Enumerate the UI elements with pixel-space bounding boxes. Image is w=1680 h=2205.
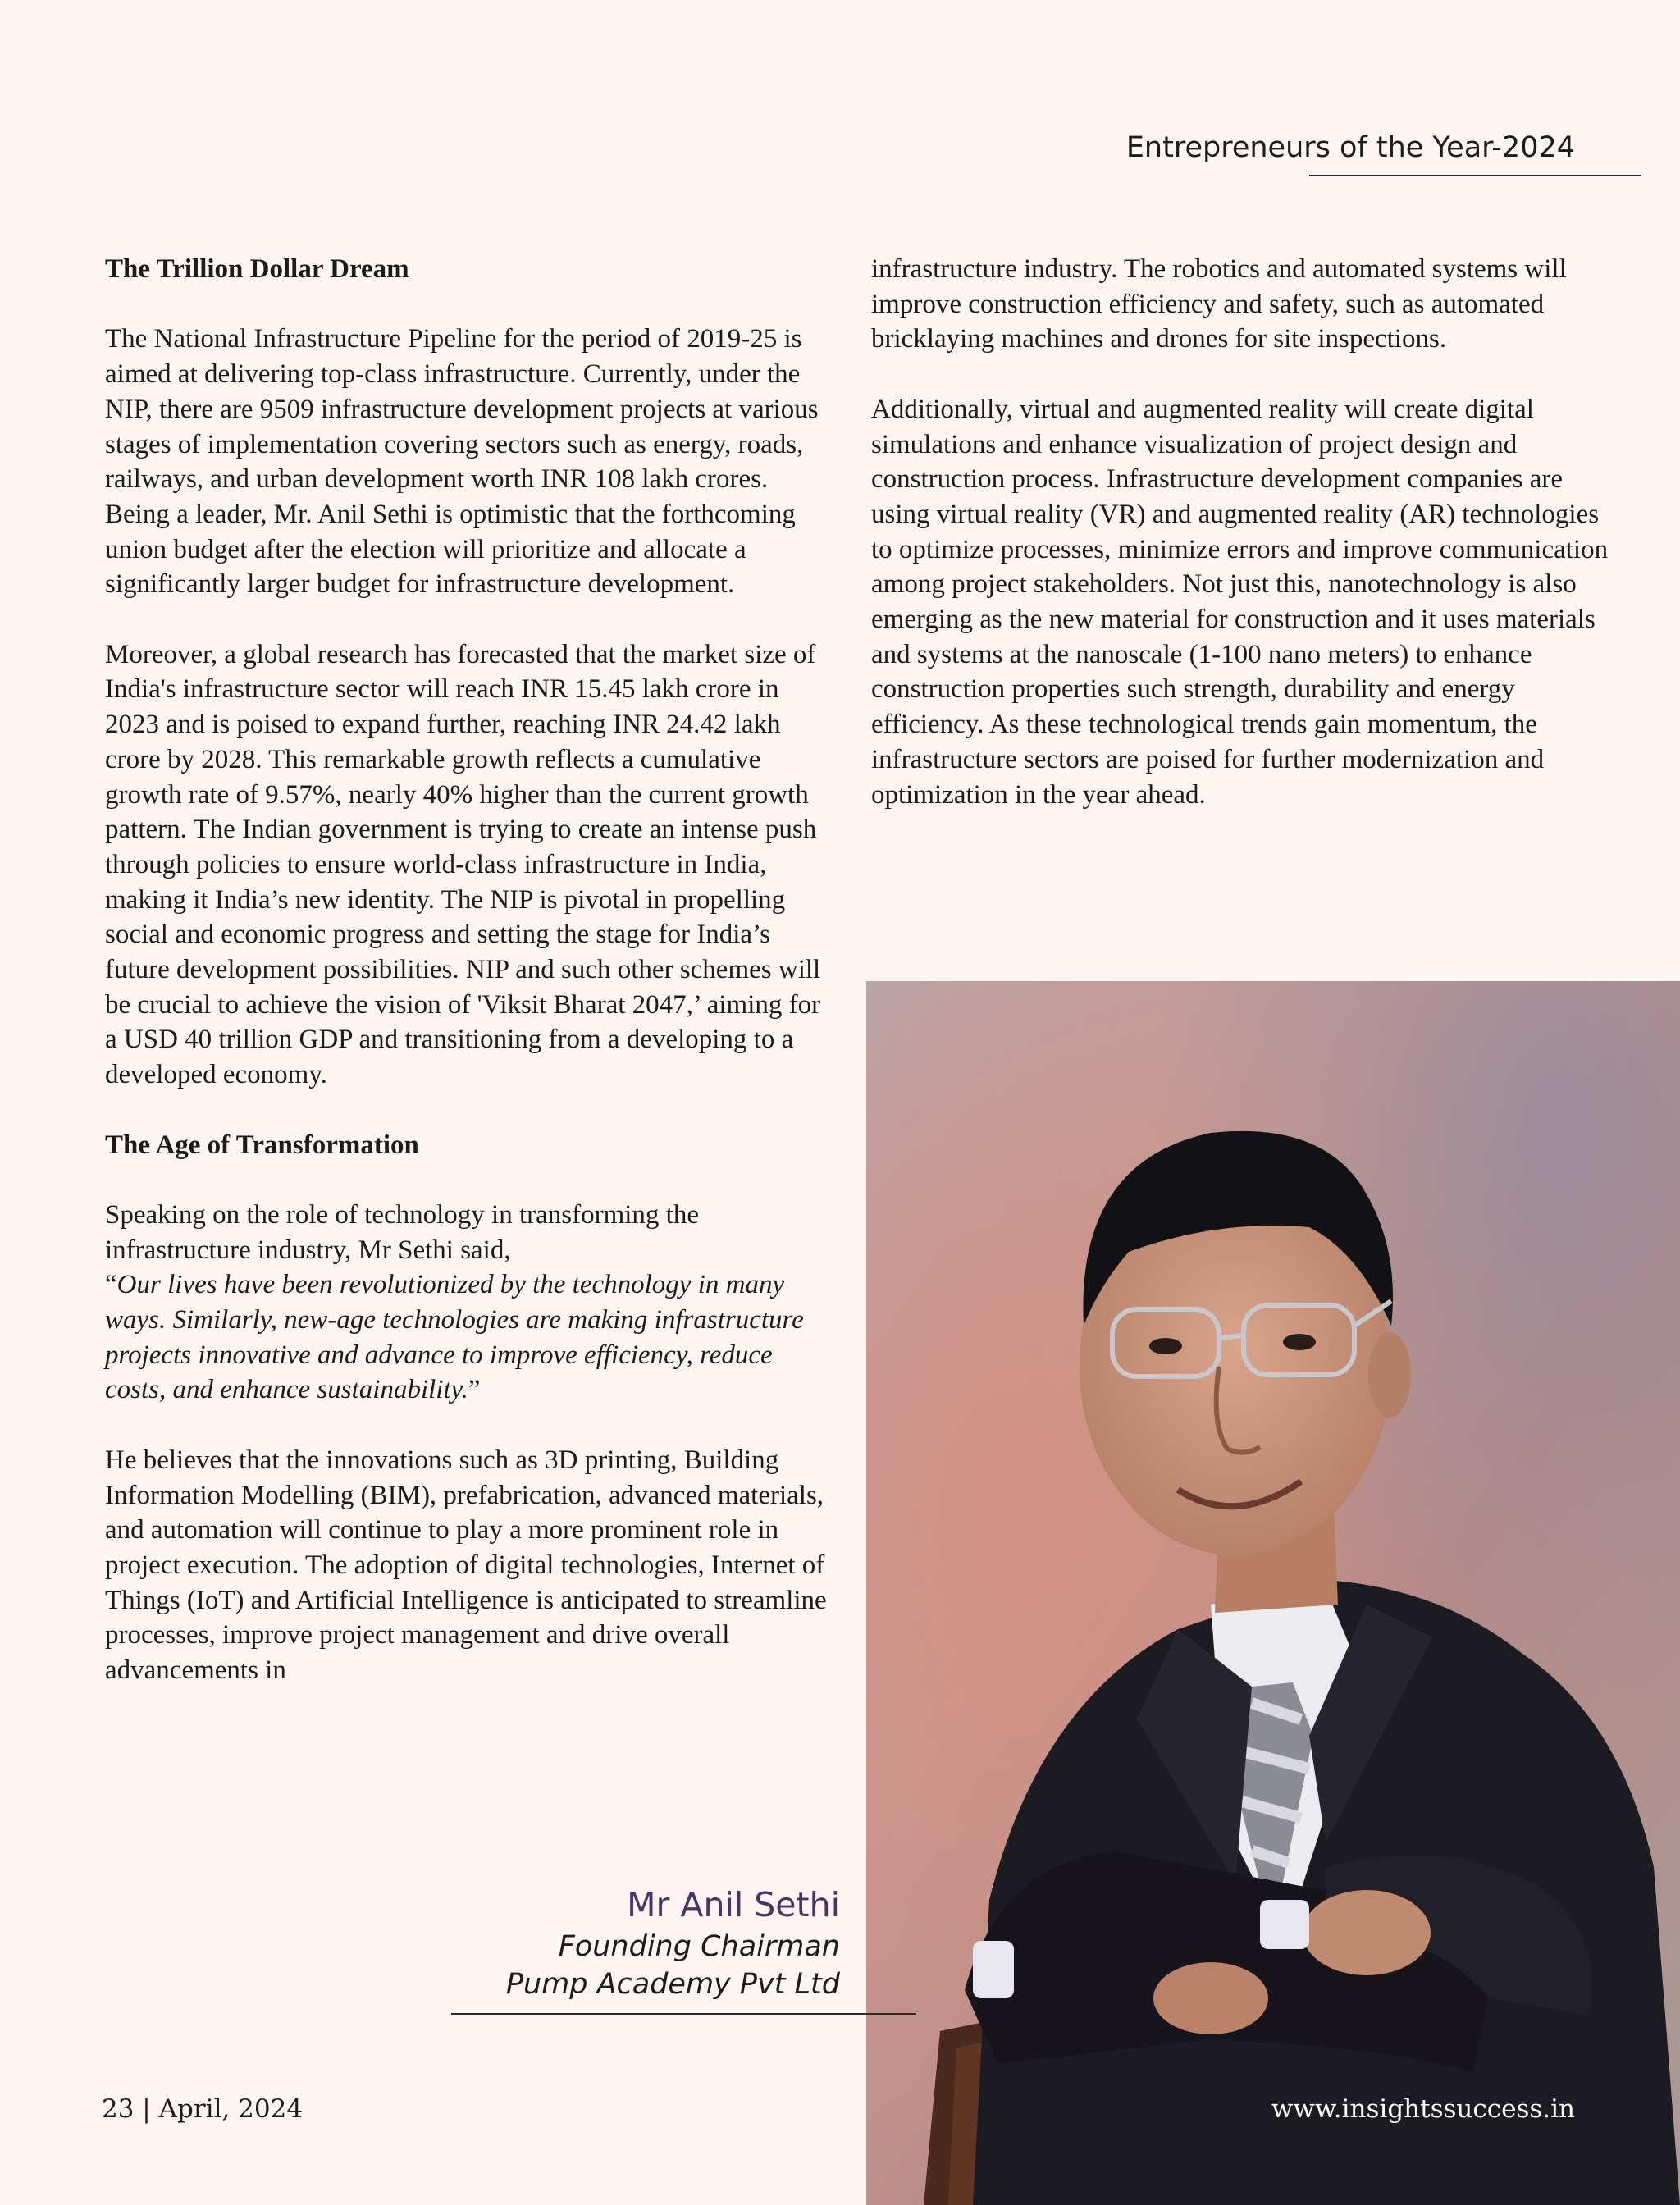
- paragraph-vr-ar: Additionally, virtual and augmented reality will create digital simulations and enhance visualization of project design and construction process. Infrastructure development companies are using virtual reality (VR) and augmented reality (AR) technologies to optimize processes, minimize errors and improve communication among project stakeholders. Not just this, nanotechnology is also emerging as the new material for construction and it uses materials and systems at the nanoscale (1-100 nano meters) to enhance construction properties such strength, durability and energy efficiency. As these technological trends gain momentum, the infrastructure sectors are poised for further modernization and optimization in the year ahead.: [871, 394, 1609, 810]
- paragraph-nip: The National Infrastructure Pipeline for the period of 2019-25 is aimed at delivering top-class infrastructure. Currently, under the NIP, there are 9509 infrastructure development projects at various stages of implementation covering sectors such as energy, roads, railways, and urban development worth INR 108 lakh crores. Being a leader, Mr. Anil Sethi is optimistic that the forthcoming union budget after the election will prioritize and allocate a significantly larger budget for infrastructure development.: [105, 324, 819, 600]
- quote-block: [105, 1267, 827, 1408]
- section-heading-trillion-dollar-dream: The Trillion Dollar Dream: [105, 254, 409, 284]
- paragraph-technology-intro: Speaking on the role of technology in transforming the infrastructure industry, Mr Sethi said,: [105, 1199, 700, 1265]
- header-rule: [1309, 175, 1641, 176]
- paragraph-market-size: Moreover, a global research has forecasted that the market size of India's infrastructure sector will reach INR 15.45 lakh crore in 2023 and is poised to expand further, reaching INR 24.42 lakh crore by 2028. This remarkable growth reflects a cumulative growth rate of 9.57%, nearly 40% higher than the current growth pattern. The Indian government is trying to create an intense push through policies to ensure world-class infrastructure in India, making it India’s new identity. The NIP is pivotal in propelling social and economic progress and setting the stage for India’s future development possibilities. NIP and such other schemes will be crucial to achieve the vision of 'Viksit Bharat 2047,’ aiming for a USD 40 trillion GDP and transitioning from a developing to a developed economy.: [105, 639, 821, 1090]
- section-heading-age-of-transformation: The Age of Transformation: [105, 1130, 419, 1160]
- caption-company: Pump Academy Pvt Ltd: [505, 1968, 840, 2001]
- running-header: Entrepreneurs of the Year-2024: [1125, 131, 1575, 164]
- quote-open-mark: “: [105, 1270, 117, 1300]
- left-column: [105, 252, 827, 1723]
- caption-rule: [451, 2013, 916, 2015]
- paragraph-innovations: He believes that the innovations such as 3D printing, Building Information Modelling (BIM), prefabrication, advanced materials, and automation will continue to play a more prominent role in project execution. The adoption of digital technologies, Internet of Things (IoT) and Artificial Intelligence is anticipated to streamline processes, improve project management and drive overall advancements in: [105, 1445, 827, 1686]
- right-column: [871, 252, 1609, 847]
- quote-text: Our lives have been revolutionized by the technology in many ways. Similarly, new-age technologies are making infrastructure projects innovative and advance to improve efficiency, reduce costs, and enhance sustainability.: [105, 1270, 804, 1405]
- website-url: www.insightssuccess.in: [1271, 2094, 1575, 2124]
- paragraph-robotics: infrastructure industry. The robotics and automated systems will improve construction efficiency and safety, such as automated bricklaying machines and drones for site inspections.: [871, 254, 1567, 354]
- photo-caption: [506, 1882, 840, 2003]
- caption-title: Founding Chairman: [558, 1930, 840, 1963]
- portrait-photo: [866, 981, 1680, 2205]
- page-number-date: 23 | April, 2024: [102, 2094, 304, 2124]
- quote-close-mark: ”: [468, 1375, 481, 1405]
- caption-name: Mr Anil Sethi: [627, 1885, 840, 1924]
